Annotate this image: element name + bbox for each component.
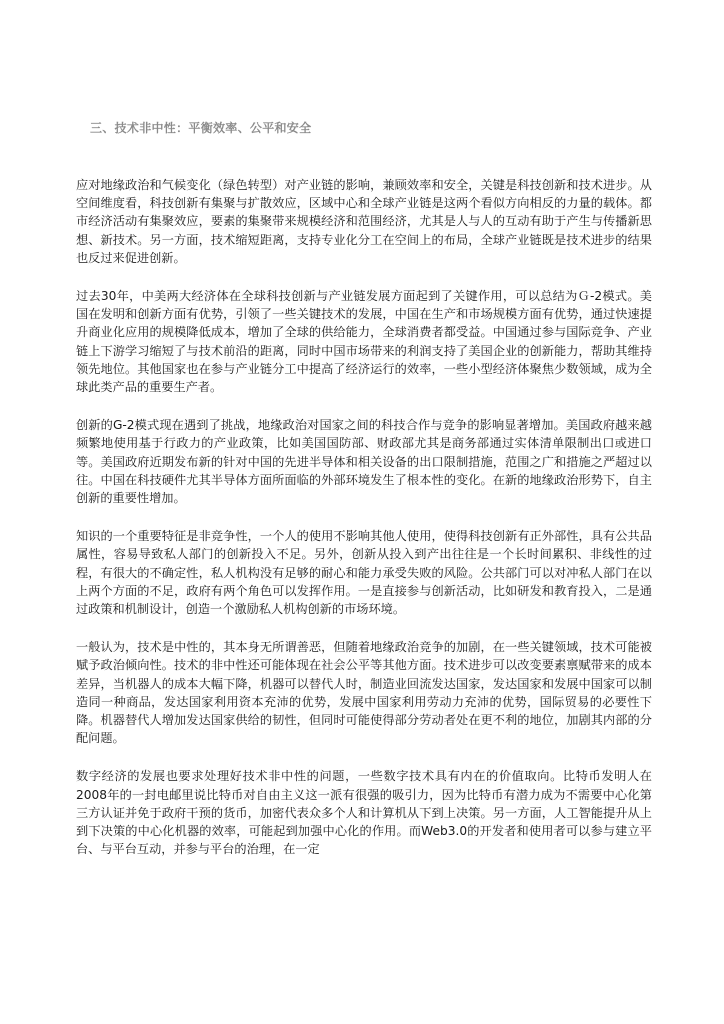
- paragraph-6: 数字经济的发展也要求处理好技术非中性的问题，一些数字技术具有内在的价值取向。比特币发明人在2008年的一封电邮里说比特币对自由主义这一派有很强的吸引力，因为比特币有潜力成为不需要中心化第三方认证并免于政府干预的货币，加密代表众多个人和计算机从下到上决策。另一方面，人工智能提升从上到下决策的中心化机器的效率，可能起到加强中心化的作用。而Web3.0的开发者和使用者可以参与建立平台、与平台互动，并参与平台的治理，在一定: [76, 769, 652, 857]
- paragraph-3: 创新的G-2模式现在遇到了挑战，地缘政治对国家之间的科技合作与竞争的影响显著增加。美国政府越来越频繁地使用基于行政力的产业政策，比如美国国防部、财政部尤其是商务部通过实体清单限制出口或进口等。美国政府近期发布新的针对中国的先进半导体和相关设备的出口限制措施，范围之广和措施之严超过以往。中国在科技硬件尤其半导体方面所面临的外部环境发生了根本性的变化。在新的地缘政治形势下，自主创新的重要性增加。: [76, 418, 652, 506]
- section-heading: 三、技术非中性：平衡效率、公平和安全: [90, 121, 312, 135]
- paragraph-1: 应对地缘政治和气候变化（绿色转型）对产业链的影响，兼顾效率和安全，关键是科技创新和技术进步。从空间维度看，科技创新有集聚与扩散效应，区域中心和全球产业链是这两个看似方向相反的力量的载体。都市经济活动有集聚效应，要素的集聚带来规模经济和范围经济，尤其是人与人的互动有助于产生与传播新思想、新技术。另一方面，技术缩短距离，支持专业化分工在空间上的布局，全球产业链既是技术进步的结果也反过来促进创新。: [76, 178, 652, 265]
- paragraph-4: 知识的一个重要特征是非竞争性，一个人的使用不影响其他人使用，使得科技创新有正外部性，具有公共品属性，容易导致私人部门的创新投入不足。另外，创新从投入到产出往往是一个长时间累积、非线性的过程，有很大的不确定性，私人机构没有足够的耐心和能力承受失败的风险。公共部门可以对冲私人部门在以上两个方面的不足，政府有两个角色可以发挥作用。一是直接参与创新活动，比如研发和教育投入，二是通过政策和机制设计，创造一个激励私人机构创新的市场环境。: [76, 529, 652, 617]
- paragraph-5: 一般认为，技术是中性的，其本身无所谓善恶，但随着地缘政治竞争的加剧，在一些关键领域，技术可能被赋予政治倾向性。技术的非中性还可能体现在社会公平等其他方面。技术进步可以改变要素禀赋带来的成本差异，当机器人的成本大幅下降，机器可以替代人时，制造业回流发达国家，发达国家和发展中国家可以制造同一种商品，发达国家利用资本充沛的优势，发展中国家利用劳动力充沛的优势，国际贸易的必要性下降。机器替代人增加发达国家供给的韧性，但同时可能使得部分劳动者处在更不利的地位，加剧其内部的分配问题。: [76, 640, 652, 746]
- paragraph-2: 过去30年，中美两大经济体在全球科技创新与产业链发展方面起到了关键作用，可以总结为Ｇ-2模式。美国在发明和创新方面有优势，引领了一些关键技术的发展，中国在生产和市场规模方面有优势，通过快速提升商业化应用的规模降低成本，增加了全球的供给能力，全球消费者都受益。中国通过参与国际竞争、产业链上下游学习缩短了与技术前沿的距离，同时中国市场带来的利润支持了美国企业的创新能力，帮助其维持领先地位。其他国家也在参与产业链分工中提高了经济运行的效率，一些小型经济体聚焦少数领域，成为全球此类产品的重要生产者。: [76, 289, 652, 395]
- body-text: [76, 176, 652, 879]
